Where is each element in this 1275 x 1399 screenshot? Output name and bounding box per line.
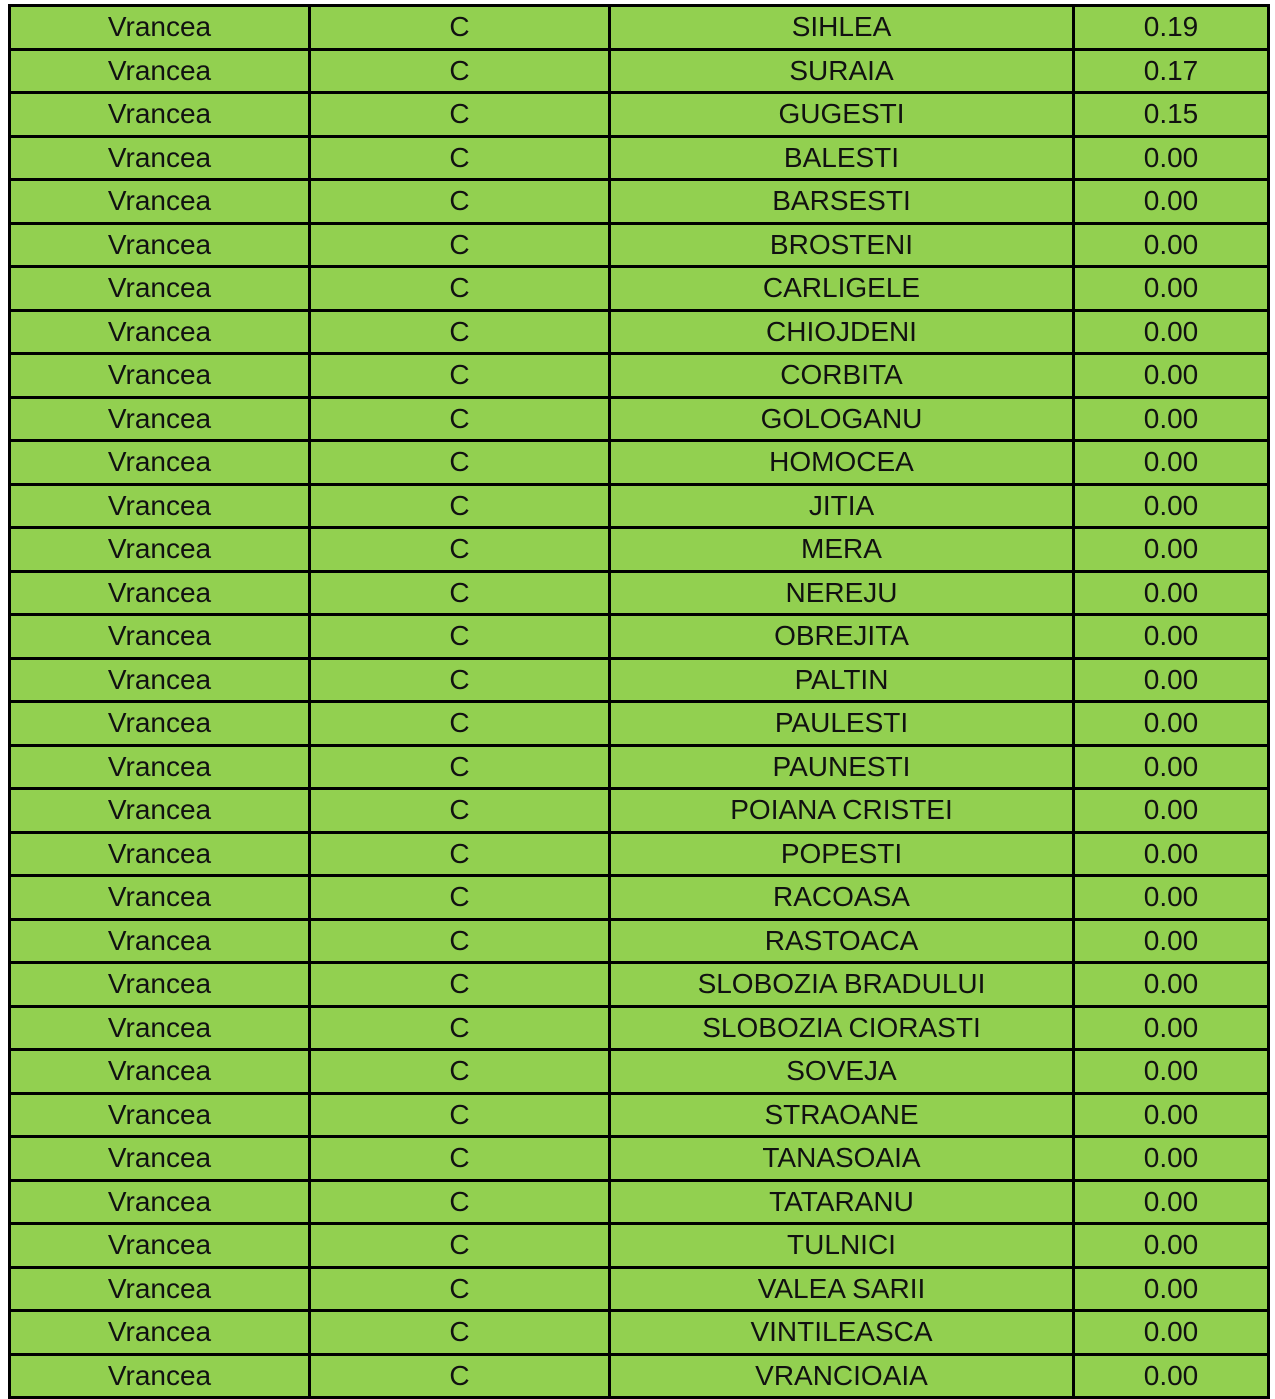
- category-cell: C: [310, 484, 610, 528]
- locality-cell: SLOBOZIA BRADULUI: [610, 963, 1074, 1007]
- value-cell: 0.00: [1074, 1311, 1269, 1355]
- category-cell: C: [310, 963, 610, 1007]
- county-cell: Vrancea: [10, 832, 310, 876]
- table-row: [10, 1311, 1269, 1355]
- locality-cell: VALEA SARII: [610, 1267, 1074, 1311]
- locality-cell: GUGESTI: [610, 93, 1074, 137]
- table-row: [10, 1006, 1269, 1050]
- county-cell: Vrancea: [10, 919, 310, 963]
- county-cell: Vrancea: [10, 180, 310, 224]
- value-cell: 0.00: [1074, 658, 1269, 702]
- county-cell: Vrancea: [10, 963, 310, 1007]
- category-cell: C: [310, 919, 610, 963]
- locality-cell: SLOBOZIA CIORASTI: [610, 1006, 1074, 1050]
- category-cell: C: [310, 397, 610, 441]
- table-row: [10, 1180, 1269, 1224]
- category-cell: C: [310, 1093, 610, 1137]
- county-cell: Vrancea: [10, 310, 310, 354]
- county-cell: Vrancea: [10, 745, 310, 789]
- county-cell: Vrancea: [10, 1224, 310, 1268]
- category-cell: C: [310, 441, 610, 485]
- category-cell: C: [310, 789, 610, 833]
- locality-cell: BROSTENI: [610, 223, 1074, 267]
- locality-cell: TATARANU: [610, 1180, 1074, 1224]
- table-row: [10, 223, 1269, 267]
- county-cell: Vrancea: [10, 1006, 310, 1050]
- value-cell: 0.00: [1074, 832, 1269, 876]
- locality-cell: OBREJITA: [610, 615, 1074, 659]
- category-cell: C: [310, 1354, 610, 1398]
- county-cell: Vrancea: [10, 93, 310, 137]
- value-cell: 0.00: [1074, 223, 1269, 267]
- county-cell: Vrancea: [10, 1050, 310, 1094]
- table-row: [10, 789, 1269, 833]
- county-cell: Vrancea: [10, 789, 310, 833]
- table-row: [10, 1137, 1269, 1181]
- table-row: [10, 1224, 1269, 1268]
- locality-cell: POIANA CRISTEI: [610, 789, 1074, 833]
- locality-cell: JITIA: [610, 484, 1074, 528]
- category-cell: C: [310, 702, 610, 746]
- county-cell: Vrancea: [10, 1267, 310, 1311]
- table-row: [10, 615, 1269, 659]
- county-cell: Vrancea: [10, 1354, 310, 1398]
- category-cell: C: [310, 1137, 610, 1181]
- locality-cell: VRANCIOAIA: [610, 1354, 1074, 1398]
- county-cell: Vrancea: [10, 528, 310, 572]
- locality-cell: HOMOCEA: [610, 441, 1074, 485]
- value-cell: 0.00: [1074, 789, 1269, 833]
- value-cell: 0.00: [1074, 484, 1269, 528]
- locality-cell: NEREJU: [610, 571, 1074, 615]
- value-cell: 0.15: [1074, 93, 1269, 137]
- value-cell: 0.00: [1074, 441, 1269, 485]
- table-row: [10, 528, 1269, 572]
- table-row: [10, 963, 1269, 1007]
- table-row: [10, 180, 1269, 224]
- value-cell: 0.00: [1074, 1180, 1269, 1224]
- county-cell: Vrancea: [10, 267, 310, 311]
- value-cell: 0.00: [1074, 702, 1269, 746]
- category-cell: C: [310, 180, 610, 224]
- category-cell: C: [310, 49, 610, 93]
- value-cell: 0.00: [1074, 1224, 1269, 1268]
- value-cell: 0.00: [1074, 354, 1269, 398]
- category-cell: C: [310, 1267, 610, 1311]
- table-row: [10, 136, 1269, 180]
- locality-cell: PALTIN: [610, 658, 1074, 702]
- value-cell: 0.00: [1074, 310, 1269, 354]
- table-row: [10, 919, 1269, 963]
- table-row: [10, 702, 1269, 746]
- value-cell: 0.00: [1074, 397, 1269, 441]
- table-row: [10, 484, 1269, 528]
- category-cell: C: [310, 93, 610, 137]
- county-cell: Vrancea: [10, 1137, 310, 1181]
- locality-cell: CHIOJDENI: [610, 310, 1074, 354]
- county-cell: Vrancea: [10, 441, 310, 485]
- category-cell: C: [310, 876, 610, 920]
- county-cell: Vrancea: [10, 1093, 310, 1137]
- locality-cell: CARLIGELE: [610, 267, 1074, 311]
- category-cell: C: [310, 1311, 610, 1355]
- locality-cell: RASTOACA: [610, 919, 1074, 963]
- table-row: [10, 354, 1269, 398]
- table-row: [10, 267, 1269, 311]
- category-cell: C: [310, 571, 610, 615]
- value-cell: 0.00: [1074, 1137, 1269, 1181]
- locality-cell: SIHLEA: [610, 6, 1074, 50]
- locality-cell: VINTILEASCA: [610, 1311, 1074, 1355]
- county-cell: Vrancea: [10, 6, 310, 50]
- category-cell: C: [310, 1224, 610, 1268]
- locality-cell: BARSESTI: [610, 180, 1074, 224]
- locality-cell: STRAOANE: [610, 1093, 1074, 1137]
- value-cell: 0.00: [1074, 267, 1269, 311]
- county-cell: Vrancea: [10, 49, 310, 93]
- value-cell: 0.00: [1074, 1267, 1269, 1311]
- table-row: [10, 49, 1269, 93]
- category-cell: C: [310, 1180, 610, 1224]
- table-row: [10, 1093, 1269, 1137]
- category-cell: C: [310, 354, 610, 398]
- county-cell: Vrancea: [10, 484, 310, 528]
- locality-cell: POPESTI: [610, 832, 1074, 876]
- table-row: [10, 397, 1269, 441]
- table-row: [10, 310, 1269, 354]
- county-cell: Vrancea: [10, 1311, 310, 1355]
- value-cell: 0.00: [1074, 963, 1269, 1007]
- value-cell: 0.00: [1074, 571, 1269, 615]
- value-cell: 0.00: [1074, 1354, 1269, 1398]
- category-cell: C: [310, 136, 610, 180]
- locality-cell: BALESTI: [610, 136, 1074, 180]
- value-cell: 0.00: [1074, 528, 1269, 572]
- table-row: [10, 6, 1269, 50]
- table-row: [10, 658, 1269, 702]
- county-cell: Vrancea: [10, 354, 310, 398]
- locality-cell: MERA: [610, 528, 1074, 572]
- table-row: [10, 832, 1269, 876]
- county-cell: Vrancea: [10, 397, 310, 441]
- table-row: [10, 876, 1269, 920]
- county-cell: Vrancea: [10, 876, 310, 920]
- category-cell: C: [310, 1050, 610, 1094]
- value-cell: 0.00: [1074, 615, 1269, 659]
- value-cell: 0.00: [1074, 1093, 1269, 1137]
- county-cell: Vrancea: [10, 571, 310, 615]
- value-cell: 0.00: [1074, 919, 1269, 963]
- locality-cell: GOLOGANU: [610, 397, 1074, 441]
- category-cell: C: [310, 528, 610, 572]
- county-cell: Vrancea: [10, 615, 310, 659]
- table-row: [10, 1050, 1269, 1094]
- category-cell: C: [310, 6, 610, 50]
- locality-cell: SOVEJA: [610, 1050, 1074, 1094]
- value-cell: 0.19: [1074, 6, 1269, 50]
- county-cell: Vrancea: [10, 136, 310, 180]
- table-row: [10, 1354, 1269, 1398]
- category-cell: C: [310, 832, 610, 876]
- county-cell: Vrancea: [10, 223, 310, 267]
- locality-cell: RACOASA: [610, 876, 1074, 920]
- value-cell: 0.00: [1074, 876, 1269, 920]
- table-row: [10, 745, 1269, 789]
- category-cell: C: [310, 310, 610, 354]
- category-cell: C: [310, 745, 610, 789]
- table-body: [10, 6, 1269, 1398]
- value-cell: 0.00: [1074, 136, 1269, 180]
- category-cell: C: [310, 658, 610, 702]
- locality-cell: PAULESTI: [610, 702, 1074, 746]
- value-cell: 0.00: [1074, 745, 1269, 789]
- county-cell: Vrancea: [10, 1180, 310, 1224]
- locality-cell: TANASOAIA: [610, 1137, 1074, 1181]
- table-row: [10, 1267, 1269, 1311]
- category-cell: C: [310, 1006, 610, 1050]
- category-cell: C: [310, 223, 610, 267]
- value-cell: 0.00: [1074, 180, 1269, 224]
- table-row: [10, 441, 1269, 485]
- value-cell: 0.00: [1074, 1050, 1269, 1094]
- county-cell: Vrancea: [10, 658, 310, 702]
- data-table: [8, 4, 1270, 1399]
- locality-cell: SURAIA: [610, 49, 1074, 93]
- category-cell: C: [310, 267, 610, 311]
- table-row: [10, 93, 1269, 137]
- locality-cell: CORBITA: [610, 354, 1074, 398]
- locality-cell: PAUNESTI: [610, 745, 1074, 789]
- value-cell: 0.00: [1074, 1006, 1269, 1050]
- county-cell: Vrancea: [10, 702, 310, 746]
- value-cell: 0.17: [1074, 49, 1269, 93]
- category-cell: C: [310, 615, 610, 659]
- locality-cell: TULNICI: [610, 1224, 1074, 1268]
- table-row: [10, 571, 1269, 615]
